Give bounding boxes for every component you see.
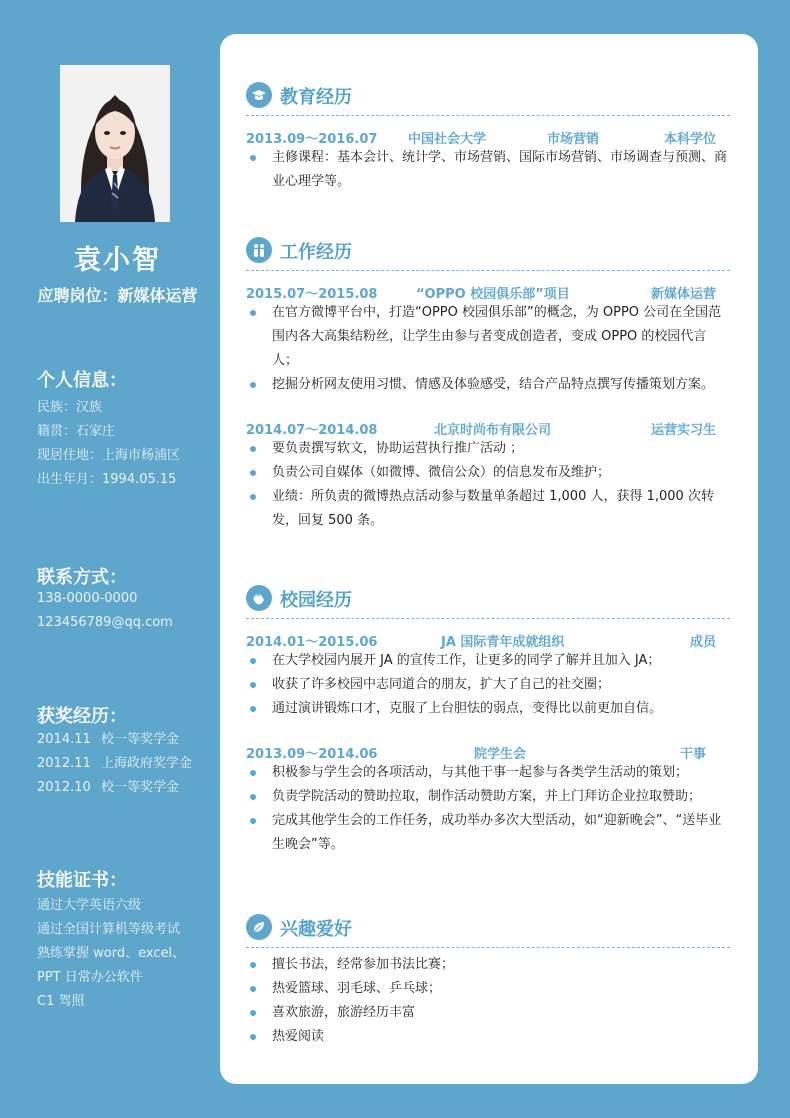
entry-company: 北京时尚布有限公司 [434, 423, 552, 438]
personal-info-item: 现居住地：上海市杨浦区 [37, 448, 181, 463]
bullet-item: 要负责撰写软文，协助运营执行推广活动 ； [246, 437, 730, 461]
bullet-item: 主修课程：基本会计、统计学、市场营销、国际市场营销、市场调查与预测、商业心理学等。 [246, 146, 730, 194]
contact-list [37, 587, 173, 635]
entry-role: 干事 [679, 747, 706, 762]
bullet-item: 通过演讲锻炼口才，克服了上台胆怯的弱点，变得比以前更加自信。 [246, 697, 730, 721]
work-section [246, 237, 730, 533]
campus-bullets [246, 649, 730, 721]
education-header [246, 82, 730, 116]
entry-organization: JA 国际青年成就组织 [441, 635, 565, 650]
resume-card [220, 34, 758, 1084]
contact-email: 123456789@qq.com [37, 615, 173, 630]
campus-section [246, 585, 730, 857]
award-item [37, 776, 192, 800]
entry-date: 2014.07～2014.08 [246, 423, 378, 438]
award-item [37, 728, 192, 752]
bullet-item: 负责学院活动的赞助拉取，制作活动赞助方案，并上门拜访企业拉取赞助； [246, 785, 730, 809]
award-date: 2012.11 [37, 756, 91, 771]
job-target: 应聘岗位：新媒体运营 [37, 286, 198, 305]
education-section [246, 82, 730, 194]
bullet-item: 在官方微博平台中，打造“OPPO 校园俱乐部”的概念，为 OPPO 公司在全国范围内各大高集结粉丝，让学生由参与者变成创造者，变成 OPPO 的校园代言人； [246, 301, 730, 373]
personal-info-item: 籍贯：石家庄 [37, 424, 116, 439]
bullet-item: 喜欢旅游，旅游经历丰富 [246, 1001, 730, 1025]
education-title: 教育经历 [280, 87, 352, 108]
bullet-item: 在大学校园内展开 JA 的宣传工作，让更多的同学了解并且加入 JA； [246, 649, 730, 673]
award-name: 校一等奖学金 [101, 780, 180, 795]
skill-item: 熟练掌握 word、excel、 [37, 946, 186, 961]
contact-title: 联系方式： [37, 567, 127, 588]
award-name: 校一等奖学金 [101, 732, 180, 747]
skills-title: 技能证书： [37, 870, 127, 891]
hobbies-section [246, 914, 730, 1049]
education-bullets [246, 146, 730, 194]
entry-role: 成员 [689, 635, 716, 650]
people-icon [246, 237, 272, 263]
skill-item: C1 驾照 [37, 994, 85, 1009]
personal-info-title: 个人信息： [37, 370, 127, 391]
entry-organization: 院学生会 [474, 747, 527, 762]
work-entry-header [246, 415, 730, 437]
entry-date: 2013.09～2016.07 [246, 132, 378, 147]
work-entry-header [246, 279, 730, 301]
entry-date: 2014.01～2015.06 [246, 635, 378, 650]
work-bullets [246, 437, 730, 533]
bullet-item: 收获了许多校园中志同道合的朋友，扩大了自己的社交圈； [246, 673, 730, 697]
campus-entry-header [246, 739, 730, 761]
entry-role: 新媒体运营 [650, 287, 716, 302]
campus-entry-header [246, 627, 730, 649]
education-entry-header [246, 124, 730, 146]
campus-header [246, 585, 730, 619]
hobbies-bullets [246, 953, 730, 1049]
bullet-item: 负责公司自媒体（如微博、微信公众）的信息发布及维护； [246, 461, 730, 485]
campus-title: 校园经历 [280, 590, 352, 611]
entry-role: 运营实习生 [650, 423, 716, 438]
hobbies-header [246, 914, 730, 948]
work-title: 工作经历 [280, 242, 352, 263]
bullet-item: 业绩：所负责的微博热点活动参与数量单条超过 1,000 人，获得 1,000 次转发，回复 500 条。 [246, 485, 730, 533]
entry-school: 中国社会大学 [408, 132, 487, 147]
work-bullets [246, 301, 730, 397]
award-date: 2014.11 [37, 732, 91, 747]
campus-bullets [246, 761, 730, 857]
bullet-item: 完成其他学生会的工作任务，成功举办多次大型活动，如“迎新晚会”、“送毕业生晚会”等。 [246, 809, 730, 857]
entry-major: 市场营销 [547, 132, 600, 147]
leaf-icon [246, 914, 272, 940]
entry-date: 2013.09～2014.06 [246, 747, 378, 762]
entry-degree: 本科学位 [663, 132, 716, 147]
bullet-item: 热爱阅读 [246, 1025, 730, 1049]
skill-item: 通过大学英语六级 [37, 898, 142, 913]
entry-company: “OPPO 校园俱乐部”项目 [416, 287, 570, 302]
personal-info-item: 民族：汉族 [37, 400, 103, 415]
bullet-item: 积极参与学生会的各项活动，与其他干事一起参与各类学生活动的策划； [246, 761, 730, 785]
mouse-icon [246, 585, 272, 611]
sidebar [0, 0, 220, 1118]
candidate-name: 袁小智 [74, 245, 161, 276]
graduation-icon [246, 82, 272, 108]
work-header [246, 237, 730, 271]
skill-item: PPT 日常办公软件 [37, 970, 143, 985]
bullet-item: 热爱篮球、羽毛球、乒乓球； [246, 977, 730, 1001]
skill-item: 通过全国计算机等级考试 [37, 922, 181, 937]
personal-info-list [37, 396, 180, 492]
bullet-item: 挖掘分析网友使用习惯、情感及体验感受，结合产品特点撰写传播策划方案。 [246, 373, 730, 397]
awards-list [37, 728, 192, 800]
skills-list [37, 894, 185, 1014]
awards-title: 获奖经历： [37, 706, 127, 727]
award-item [37, 752, 192, 776]
award-name: 上海政府奖学金 [101, 756, 193, 771]
contact-phone: 138-0000-0000 [37, 591, 138, 606]
personal-info-item: 出生年月：1994.05.15 [37, 472, 177, 487]
profile-photo [60, 65, 170, 222]
portrait-image [60, 65, 170, 222]
award-date: 2012.10 [37, 780, 91, 795]
hobbies-title: 兴趣爱好 [280, 919, 352, 940]
entry-date: 2015.07～2015.08 [246, 287, 378, 302]
bullet-item: 擅长书法，经常参加书法比赛； [246, 953, 730, 977]
